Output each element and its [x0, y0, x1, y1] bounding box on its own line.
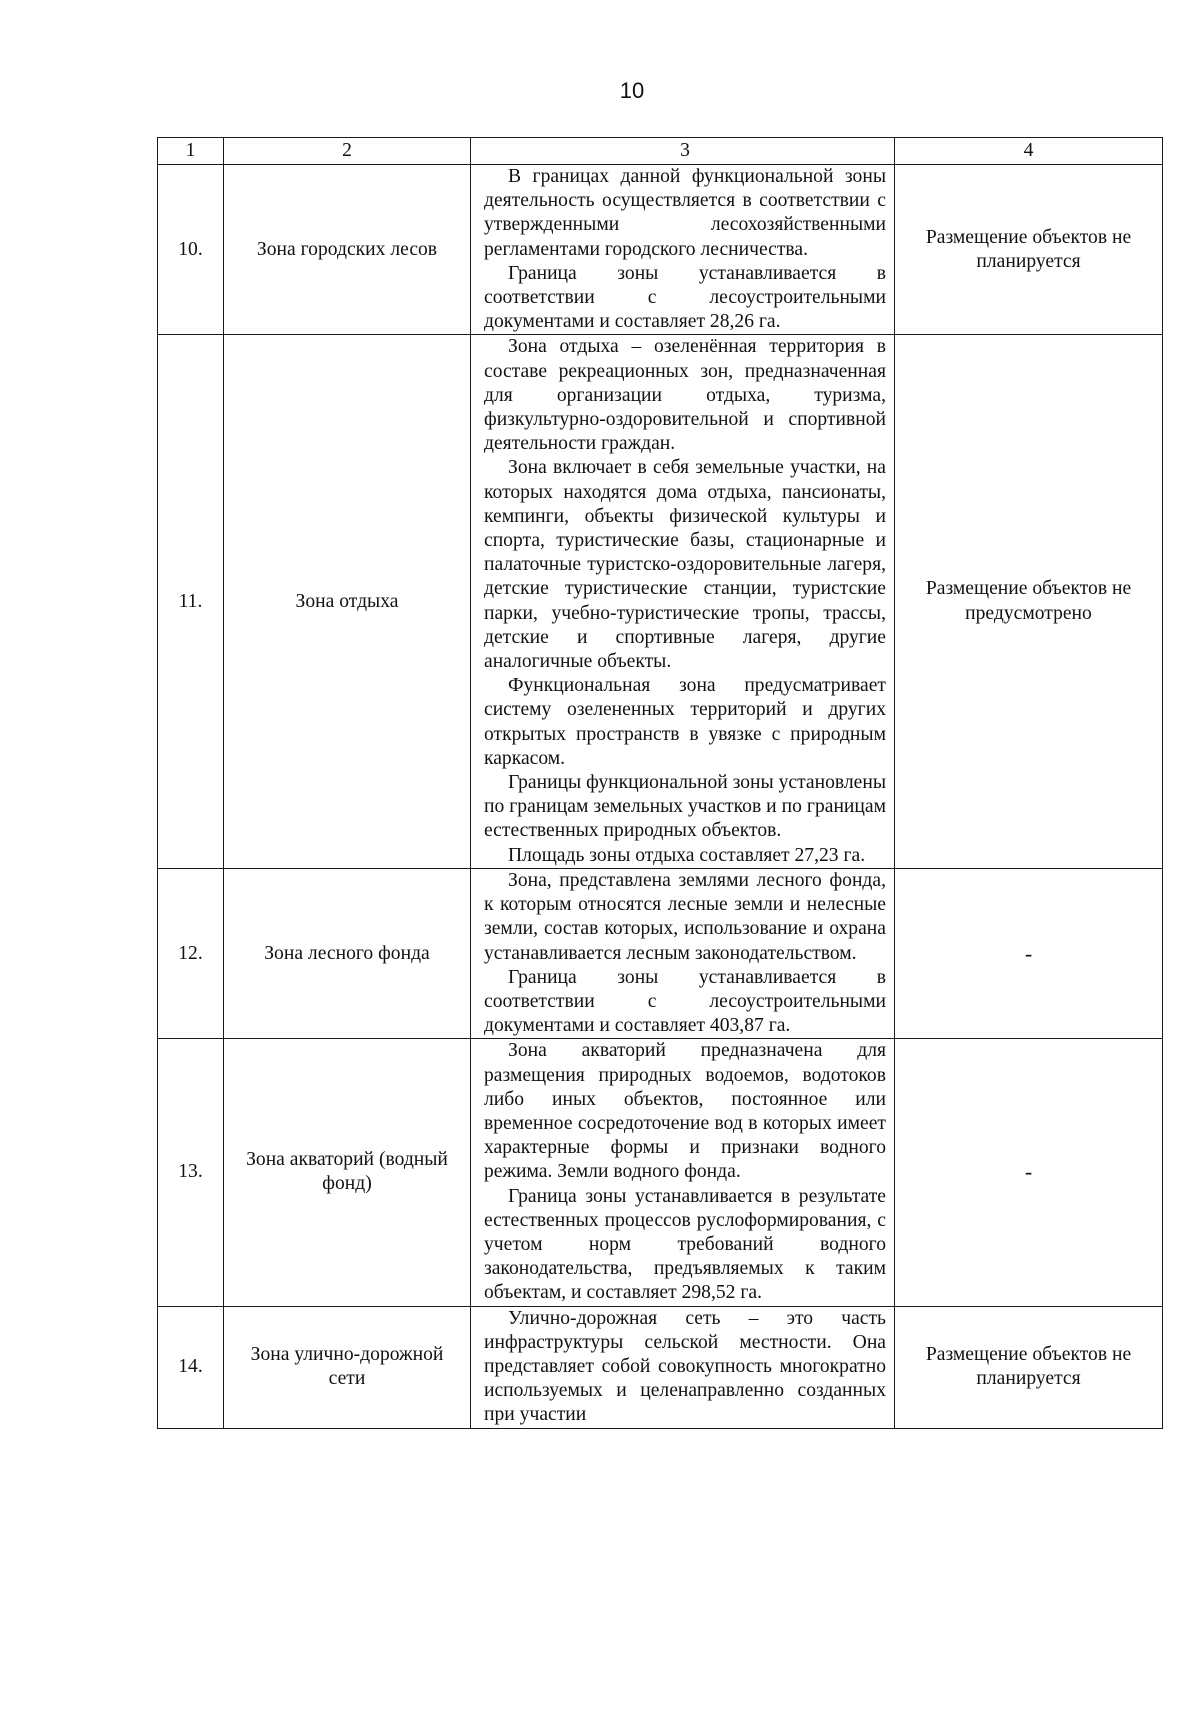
zone-name: Зона отдыха	[224, 335, 471, 868]
description-paragraph: Зона включает в себя земельные участки, на которых находятся дома отдыха, пансионаты, кемпинги, объекты физической культуры и спорта, туристические базы, стационарные и палаточные туристско-оздоровительные лагеря, детские туристические станции, туристские парки, учебно-туристические тропы, трассы, детские и спортивные лагеря, другие аналогичные объекты.	[484, 457, 886, 673]
placement-note: Размещение объектов не предусмотрено	[895, 335, 1163, 868]
description-paragraph: В границах данной функциональной зоны деятельность осуществляется в соответствии с утвержденными лесохозяйственными регламентами городского лесничества.	[484, 166, 886, 260]
table-row	[158, 335, 1163, 868]
placement-note: -	[895, 868, 1163, 1038]
zones-table	[157, 137, 1163, 1429]
zone-name: Зона улично-дорожной сети	[224, 1306, 471, 1428]
zone-name: Зона акваторий (водный фонд)	[224, 1039, 471, 1306]
header-col-4: 4	[895, 138, 1163, 165]
header-col-3: 3	[471, 138, 895, 165]
zone-description	[471, 1306, 895, 1428]
description-paragraph: Граница зоны устанавливается в результате естественных процессов руслоформирования, с учетом норм требований водного законодательства, предъявляемых к таким объектам, и составляет 298,52 га.	[484, 1185, 886, 1304]
table-row	[158, 165, 1163, 335]
description-paragraph: Зона, представлена землями лесного фонда, к которым относятся лесные земли и нелесные земли, состав которых, использование и охрана устанавливается лесным законодательством.	[484, 869, 886, 964]
description-paragraph: Улично-дорожная сеть – это часть инфраструктуры сельской местности. Она представляет собой совокупность многократно используемых и целенаправленно созданных при участии	[484, 1307, 886, 1426]
zone-description	[471, 1039, 895, 1306]
zone-description	[471, 868, 895, 1038]
placement-note: Размещение объектов не планируется	[895, 1306, 1163, 1428]
row-number: 11.	[158, 335, 224, 868]
description-paragraph: Зона акваторий предназначена для размещения природных водоемов, водотоков либо иных объектов, постоянное или временное сосредоточение вод в которых имеет характерные формы и признаки водного режима. Земли водного фонда.	[484, 1040, 886, 1183]
zone-name: Зона лесного фонда	[224, 868, 471, 1038]
header-col-2: 2	[224, 138, 471, 165]
table-row	[158, 1039, 1163, 1306]
row-number: 10.	[158, 165, 224, 335]
zone-name: Зона городских лесов	[224, 165, 471, 335]
row-number: 13.	[158, 1039, 224, 1306]
table-header-row	[158, 138, 1163, 165]
zone-description	[471, 165, 895, 335]
description-paragraph: Площадь зоны отдыха составляет 27,23 га.	[508, 844, 866, 866]
description-paragraph: Граница зоны устанавливается в соответствии с лесоустроительными документами и составляет 28,26 га.	[484, 262, 886, 333]
description-paragraph: Граница зоны устанавливается в соответствии с лесоустроительными документами и составляет 403,87 га.	[484, 966, 886, 1037]
description-paragraph: Функциональная зона предусматривает систему озелененных территорий и других открытых пространств в увязке с природным каркасом.	[484, 675, 886, 769]
description-paragraph: Границы функциональной зоны установлены по границам земельных участков и по границам естественных природных объектов.	[484, 772, 886, 842]
placement-note: -	[895, 1039, 1163, 1306]
table-row	[158, 868, 1163, 1038]
row-number: 12.	[158, 868, 224, 1038]
page-number: 10	[619, 78, 645, 103]
table-row	[158, 1306, 1163, 1428]
placement-note: Размещение объектов не планируется	[895, 165, 1163, 335]
row-number: 14.	[158, 1306, 224, 1428]
zone-description	[471, 335, 895, 868]
description-paragraph: Зона отдыха – озеленённая территория в составе рекреационных зон, предназначенная для организации отдыха, туризма, физкультурно-оздоровительной и спортивной деятельности граждан.	[484, 336, 886, 455]
header-col-1: 1	[158, 138, 224, 165]
